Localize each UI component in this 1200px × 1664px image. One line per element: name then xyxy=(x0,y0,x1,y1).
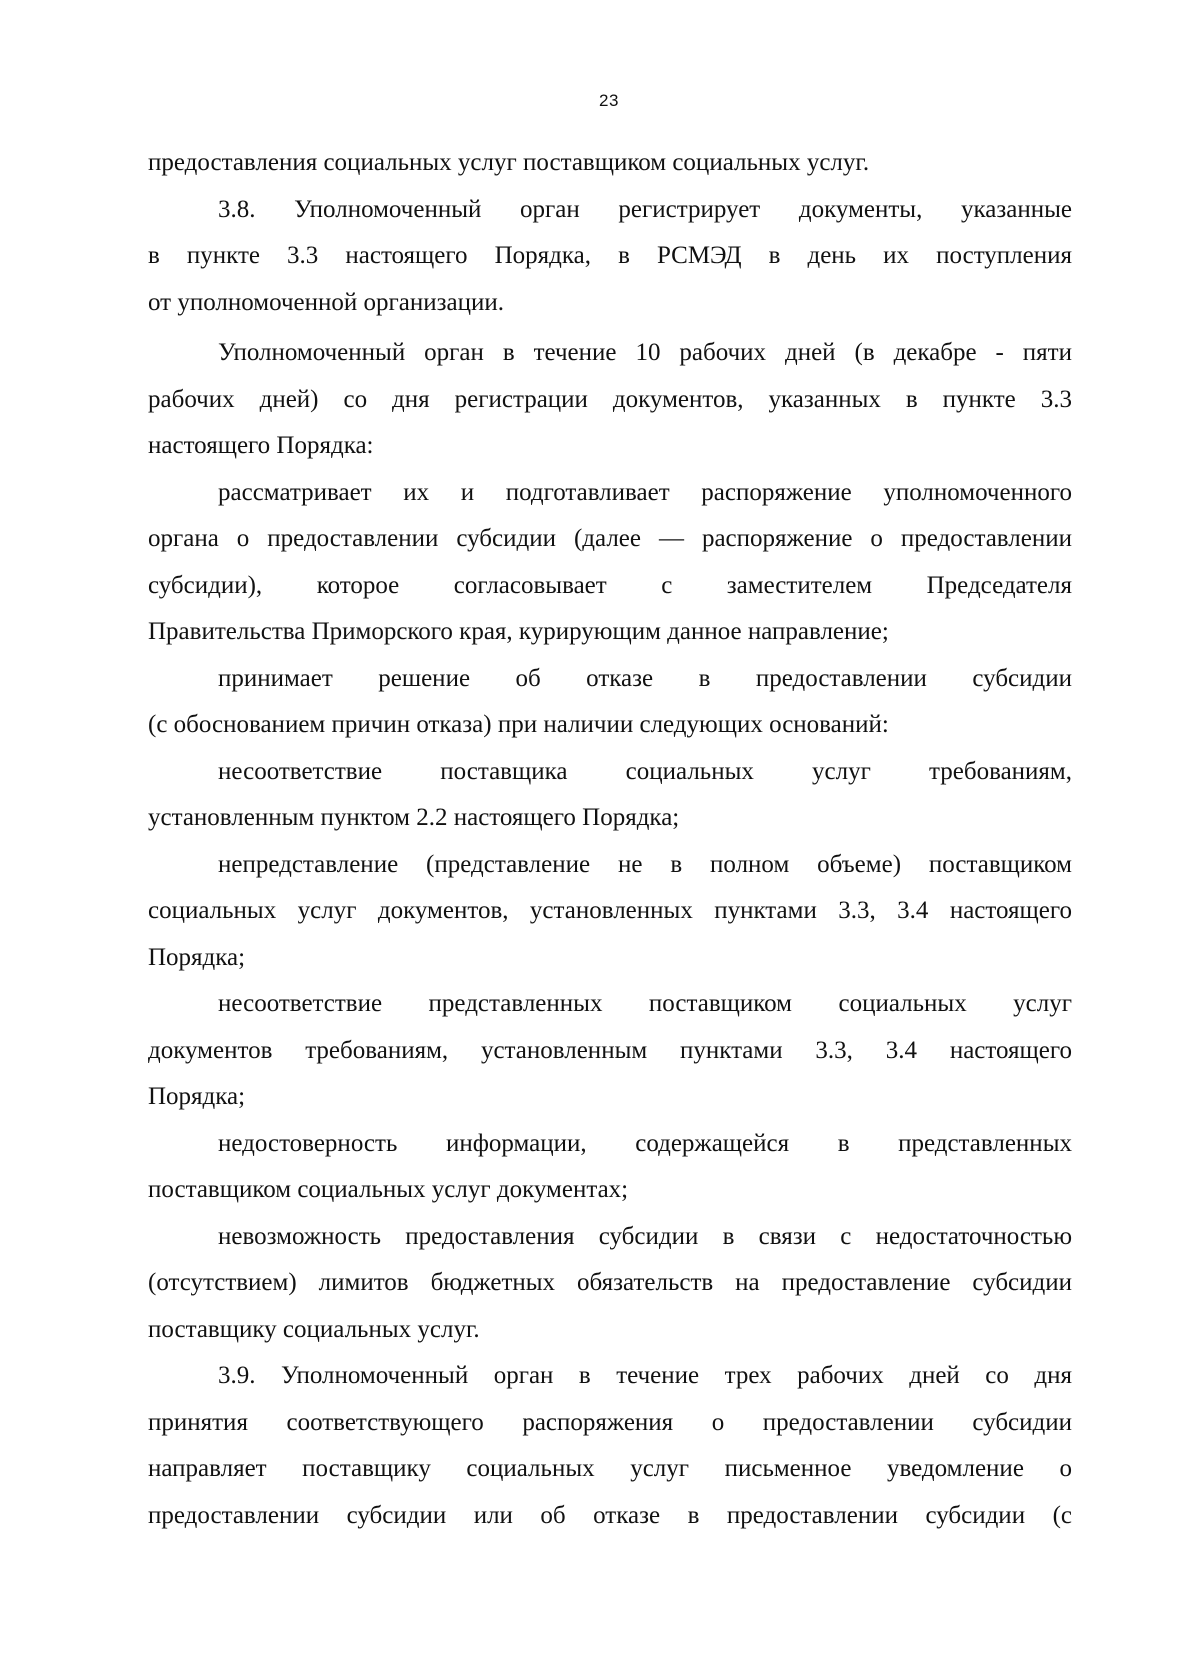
text-line: принятия соответствующего распоряжения о предоставлении субсидии xyxy=(148,1408,1072,1436)
text-line: направляет поставщику социальных услуг письменное уведомление о xyxy=(148,1455,1072,1482)
text-line: субсидии), которое согласовывает с заместителем Председателя xyxy=(148,571,1072,599)
text-line: поставщику социальных услуг. xyxy=(148,1315,480,1343)
text-line: Порядка; xyxy=(148,943,246,971)
text-line: Порядка; xyxy=(148,1083,246,1110)
text-line: социальных услуг документов, установленных пунктами 3.3, 3.4 настоящего xyxy=(148,897,1072,924)
text-line: предоставлении субсидии или об отказе в предоставлении субсидии (с xyxy=(148,1501,1072,1529)
text-line: 3.8. Уполномоченный орган регистрирует документы, указанные xyxy=(218,195,1072,223)
text-line: несоответствие представленных поставщиком социальных услуг xyxy=(218,990,1072,1017)
text-line: рассматривает их и подготавливает распоряжение уполномоченного xyxy=(218,478,1072,506)
text-line: принимает решение об отказе в предоставлении субсидии xyxy=(218,664,1072,692)
text-line: Уполномоченный орган в течение 10 рабочих дней (в декабре - пяти xyxy=(218,339,1072,366)
text-line: документов требованиям, установленным пунктами 3.3, 3.4 настоящего xyxy=(148,1036,1072,1064)
text-line: (с обоснованием причин отказа) при наличии следующих оснований: xyxy=(148,711,889,738)
document-body xyxy=(148,140,1072,1539)
text-line: недостоверность информации, содержащейся в представленных xyxy=(218,1129,1072,1157)
text-line: (отсутствием) лимитов бюджетных обязательств на предоставление субсидии xyxy=(148,1269,1072,1296)
text-line: предоставления социальных услуг поставщиком социальных услуг. xyxy=(148,149,870,176)
text-line: поставщиком социальных услуг документах; xyxy=(148,1176,629,1203)
text-line: настоящего Порядка: xyxy=(148,432,374,459)
text-line: от уполномоченной организации. xyxy=(148,288,504,316)
text-line: невозможность предоставления субсидии в связи с недостаточностью xyxy=(218,1222,1072,1250)
text-line: непредставление (представление не в полном объеме) поставщиком xyxy=(218,850,1072,878)
text-line: рабочих дней) со дня регистрации документов, указанных в пункте 3.3 xyxy=(148,385,1072,413)
text-line: 3.9. Уполномоченный орган в течение трех рабочих дней со дня xyxy=(218,1362,1072,1389)
text-line: установленным пунктом 2.2 настоящего Порядка; xyxy=(148,804,680,831)
text-line: несоответствие поставщика социальных услуг требованиям, xyxy=(218,757,1072,785)
text-line: Правительства Приморского края, курирующим данное направление; xyxy=(148,618,889,645)
text-line: в пункте 3.3 настоящего Порядка, в РСМЭД в день их поступления xyxy=(148,242,1072,269)
text-line: органа о предоставлении субсидии (далее — распоряжение о предоставлении xyxy=(148,525,1072,552)
page-number: 23 xyxy=(599,91,619,110)
